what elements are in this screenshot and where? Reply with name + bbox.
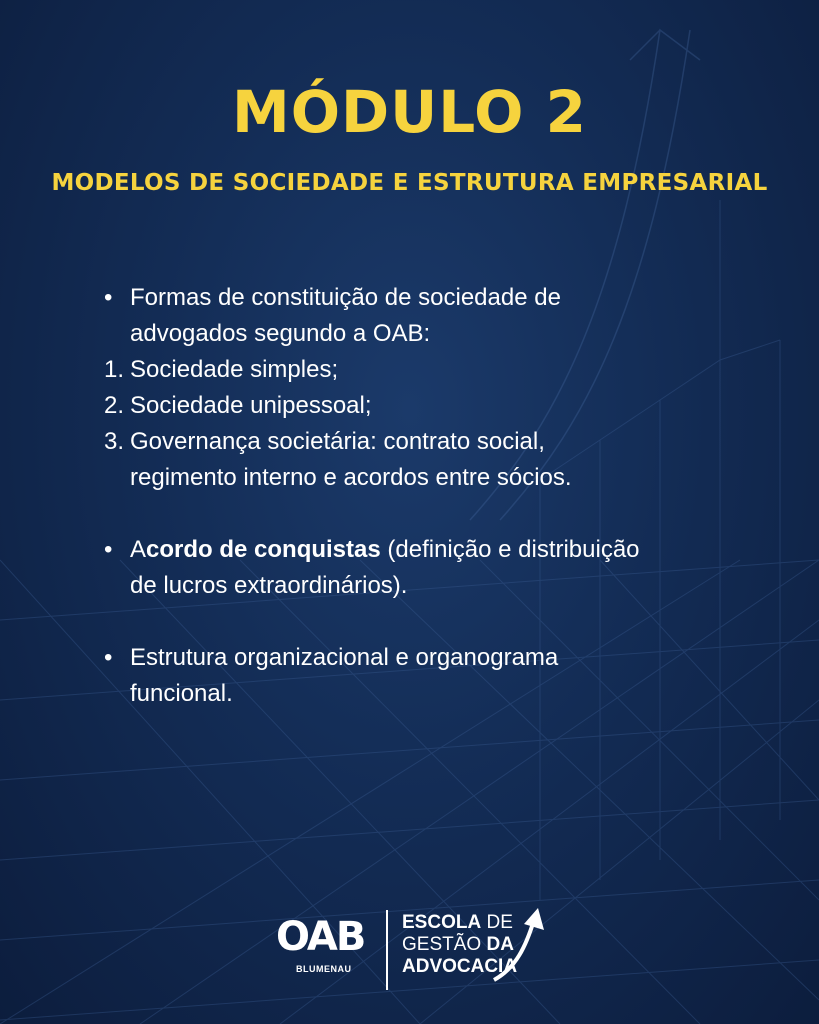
list-item — [104, 352, 744, 388]
list-item — [104, 424, 744, 496]
oab-logo — [276, 914, 376, 976]
oab-logo-letters: OAB — [276, 914, 365, 960]
module-title: MÓDULO 2 — [231, 78, 587, 146]
module-subtitle: MODELOS DE SOCIEDADE E ESTRUTURA EMPRESARIAL — [51, 170, 768, 196]
bullet-item — [104, 640, 744, 712]
school-logo: ESCOLA DE GESTÃO DA ADVOCACIA — [402, 912, 518, 977]
bullet-text: Formas de constituição de sociedade de advogados segundo a OAB: — [130, 284, 561, 347]
content-list — [104, 280, 744, 712]
list-text: Sociedade unipessoal; — [130, 392, 372, 419]
bullet-text: Estrutura organizacional e organograma funcional. — [130, 644, 559, 707]
bullet-marker: • — [104, 284, 113, 311]
bullet-marker: • — [104, 644, 113, 671]
bold-term: cordo de conquistas — [146, 536, 381, 563]
logo-divider — [386, 910, 388, 990]
rising-arrow-icon — [490, 906, 550, 986]
list-item — [104, 388, 744, 424]
bullet-marker: • — [104, 536, 113, 563]
bullet-text: Acordo de conquistas (definição e distribuição de lucros extraordinários). — [130, 536, 640, 599]
list-text: Sociedade simples; — [130, 356, 339, 383]
list-number: 1. — [104, 356, 125, 383]
list-number: 3. — [104, 428, 125, 455]
footer-logos — [276, 906, 546, 991]
list-text: Governança societária: contrato social, regimento interno e acordos entre sócios. — [130, 428, 572, 491]
list-number: 2. — [104, 392, 125, 419]
bullet-item — [104, 532, 744, 604]
oab-city: BLUMENAU — [296, 964, 352, 974]
bullet-item — [104, 280, 744, 352]
